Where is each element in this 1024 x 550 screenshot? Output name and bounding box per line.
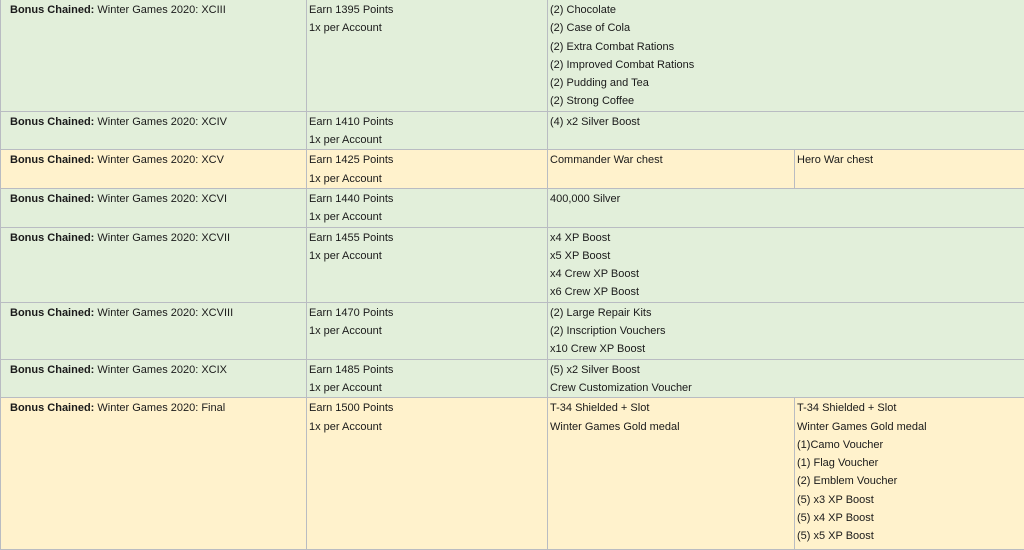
account-limit: 1x per Account <box>309 379 547 397</box>
requirement-cell <box>307 359 548 398</box>
requirement-cell <box>307 302 548 359</box>
mission-name: Winter Games 2020: XCV <box>97 154 224 166</box>
mission-name: Winter Games 2020: XCVI <box>97 193 227 205</box>
reward-cell <box>548 0 1024 111</box>
alt-reward-item: Winter Games Gold medal <box>797 418 1024 436</box>
points-requirement: Earn 1455 Points <box>309 229 547 247</box>
table-row <box>1 302 1024 359</box>
points-requirement: Earn 1410 Points <box>309 113 547 131</box>
table-row <box>1 227 1024 302</box>
account-limit: 1x per Account <box>309 19 547 37</box>
reward-item: x10 Crew XP Boost <box>550 340 1024 358</box>
reward-item: x4 Crew XP Boost <box>550 265 1024 283</box>
requirement-cell <box>307 398 548 550</box>
mission-cell <box>1 398 307 550</box>
reward-item: T-34 Shielded + Slot <box>550 399 794 417</box>
points-requirement: Earn 1395 Points <box>309 1 547 19</box>
reward-item: Crew Customization Voucher <box>550 379 1024 397</box>
table-row <box>1 111 1024 150</box>
mission-label: Bonus Chained: <box>10 154 94 166</box>
account-limit: 1x per Account <box>309 322 547 340</box>
points-requirement: Earn 1440 Points <box>309 190 547 208</box>
points-requirement: Earn 1500 Points <box>309 399 547 417</box>
alt-reward-item: (5) x4 XP Boost <box>797 509 1024 527</box>
mission-name: Winter Games 2020: XCVII <box>97 232 230 244</box>
reward-cell <box>548 302 1024 359</box>
alt-reward-item: (1) Flag Voucher <box>797 454 1024 472</box>
mission-cell <box>1 227 307 302</box>
mission-name: Winter Games 2020: XCVIII <box>97 307 233 319</box>
mission-label: Bonus Chained: <box>10 4 94 16</box>
alt-reward-item: T-34 Shielded + Slot <box>797 399 1024 417</box>
reward-item: (2) Pudding and Tea <box>550 74 1024 92</box>
reward-item: (2) Chocolate <box>550 1 1024 19</box>
mission-name: Winter Games 2020: XCIX <box>97 364 227 376</box>
account-limit: 1x per Account <box>309 247 547 265</box>
table-row <box>1 359 1024 398</box>
requirement-cell <box>307 227 548 302</box>
reward-cell <box>548 150 795 189</box>
reward-item: (4) x2 Silver Boost <box>550 113 1024 131</box>
mission-cell <box>1 111 307 150</box>
mission-label: Bonus Chained: <box>10 116 94 128</box>
reward-item: x6 Crew XP Boost <box>550 283 1024 301</box>
reward-item: (2) Strong Coffee <box>550 92 1024 110</box>
mission-name: Winter Games 2020: Final <box>97 402 225 414</box>
reward-cell <box>548 188 1024 227</box>
account-limit: 1x per Account <box>309 170 547 188</box>
reward-item: Winter Games Gold medal <box>550 418 794 436</box>
account-limit: 1x per Account <box>309 418 547 436</box>
requirement-cell <box>307 111 548 150</box>
mission-label: Bonus Chained: <box>10 402 94 414</box>
reward-item: x5 XP Boost <box>550 247 1024 265</box>
mission-cell <box>1 302 307 359</box>
reward-item: x4 XP Boost <box>550 229 1024 247</box>
points-requirement: Earn 1425 Points <box>309 151 547 169</box>
mission-cell <box>1 188 307 227</box>
alt-reward-item: (2) Emblem Voucher <box>797 472 1024 490</box>
table-row <box>1 0 1024 111</box>
requirement-cell <box>307 188 548 227</box>
account-limit: 1x per Account <box>309 131 547 149</box>
mission-cell <box>1 359 307 398</box>
mission-cell <box>1 150 307 189</box>
account-limit: 1x per Account <box>309 208 547 226</box>
mission-cell <box>1 0 307 111</box>
points-requirement: Earn 1485 Points <box>309 361 547 379</box>
reward-item: (2) Extra Combat Rations <box>550 38 1024 56</box>
rewards-table-body <box>1 0 1024 550</box>
mission-label: Bonus Chained: <box>10 364 94 376</box>
reward-item: (2) Improved Combat Rations <box>550 56 1024 74</box>
alt-reward-cell <box>795 398 1024 550</box>
requirement-cell <box>307 150 548 189</box>
requirement-cell <box>307 0 548 111</box>
points-requirement: Earn 1470 Points <box>309 304 547 322</box>
reward-cell <box>548 398 795 550</box>
table-row <box>1 150 1024 189</box>
reward-item: 400,000 Silver <box>550 190 1024 208</box>
mission-label: Bonus Chained: <box>10 193 94 205</box>
mission-label: Bonus Chained: <box>10 307 94 319</box>
alt-reward-item: (1)Camo Voucher <box>797 436 1024 454</box>
reward-item: (2) Case of Cola <box>550 19 1024 37</box>
alt-reward-item: (5) x5 XP Boost <box>797 527 1024 545</box>
mission-name: Winter Games 2020: XCIV <box>97 116 227 128</box>
table-row <box>1 188 1024 227</box>
reward-item: (5) x2 Silver Boost <box>550 361 1024 379</box>
alt-reward-item: (5) x3 XP Boost <box>797 491 1024 509</box>
reward-cell <box>548 359 1024 398</box>
reward-cell <box>548 227 1024 302</box>
mission-label: Bonus Chained: <box>10 232 94 244</box>
alt-reward-item: Hero War chest <box>797 151 1024 169</box>
reward-item: Commander War chest <box>550 151 794 169</box>
reward-item: (2) Large Repair Kits <box>550 304 1024 322</box>
reward-item: (2) Inscription Vouchers <box>550 322 1024 340</box>
mission-name: Winter Games 2020: XCIII <box>97 4 225 16</box>
alt-reward-cell <box>795 150 1024 189</box>
table-row <box>1 398 1024 550</box>
reward-cell <box>548 111 1024 150</box>
